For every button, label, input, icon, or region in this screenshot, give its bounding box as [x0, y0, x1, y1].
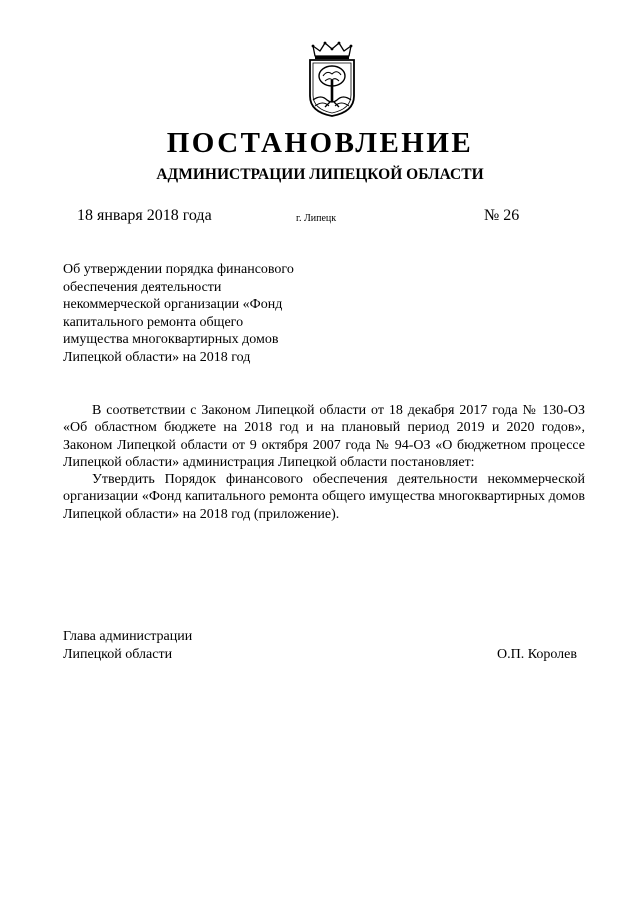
signatory-role-line: Липецкой области: [63, 646, 173, 662]
subject-line: имущества многоквартирных домов: [63, 332, 279, 348]
document-city: г. Липецк: [296, 213, 337, 224]
document-subtitle: АДМИНИСТРАЦИИ ЛИПЕЦКОЙ ОБЛАСТИ: [156, 166, 484, 183]
subject-line: капитального ремонта общего: [63, 314, 244, 330]
subject-line: Липецкой области» на 2018 год: [63, 349, 251, 365]
body-paragraph: В соответствии с Законом Липецкой области от 18 декабря 2017 года № 130-ОЗ «Об областном бюджете на 2018 год и на плановый период 2019 и 2020 годов», Законом Липецкой области от 9 октября 2007 года № 94-ОЗ «О бюджетном процессе Липецкой области» администрация Липецкой области постановляет:: [63, 403, 585, 470]
signatory-role-line: Глава администрации: [63, 629, 193, 644]
subject-line: обеспечения деятельности: [63, 279, 222, 295]
document-number: № 26: [484, 207, 520, 224]
signatory-name: О.П. Королев: [497, 647, 577, 662]
subject-line: Об утверждении порядка финансового: [63, 262, 294, 277]
document-body: [63, 402, 585, 523]
document-date: 18 января 2018 года: [77, 207, 212, 224]
lipetsk-coat-of-arms-icon: [303, 40, 361, 118]
subject-line: некоммерческой организации «Фонд: [63, 297, 283, 313]
body-paragraph: Утвердить Порядок финансового обеспечения деятельности некоммерческой организации «Фонд капитального ремонта общего имущества многоквартирных домов Липецкой области» на 2018 год (приложение).: [63, 472, 585, 522]
document-subject: [63, 261, 333, 367]
document-title: ПОСТАНОВЛЕНИЕ: [166, 127, 474, 159]
signatory-role: [63, 628, 192, 663]
